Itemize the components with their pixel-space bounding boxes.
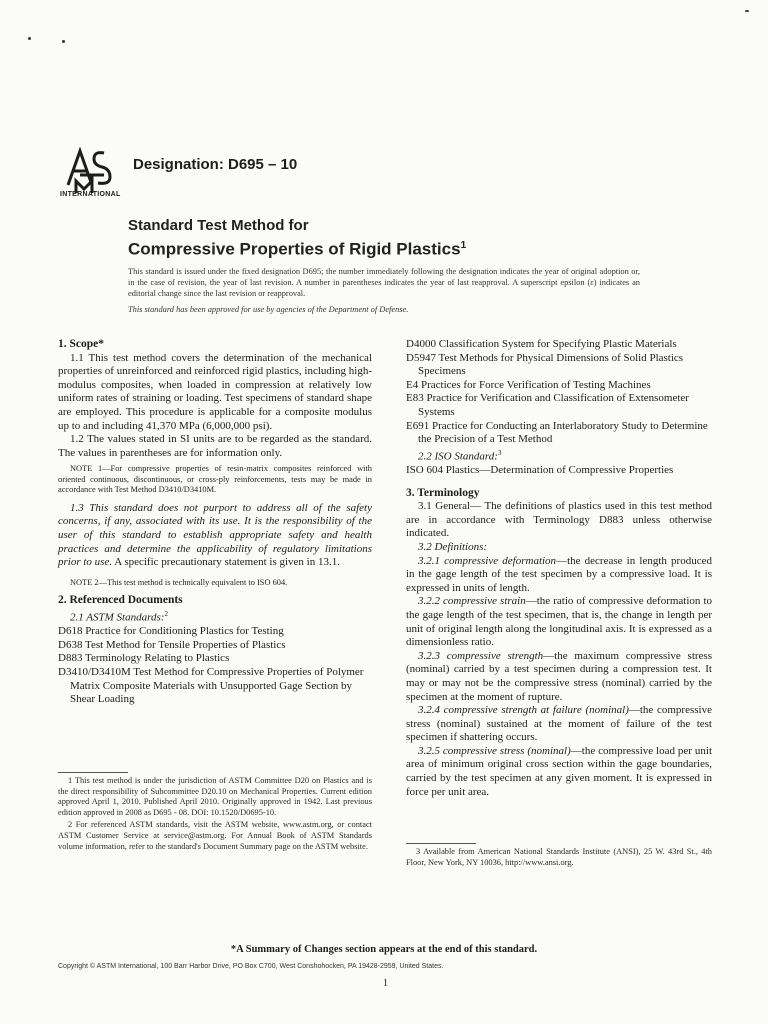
issuance-statement: This standard is issued under the fixed designation D695; the number immediately following the designation indicates the year of original adoption or, in the case of revision, the year of last revision. A number in parentheses indicates the year of last reapproval. A superscript epsilon (ε) indicates an editorial change since the last revision or reapproval. (128, 267, 640, 298)
title-text: Compressive Properties of Rigid Plastics (128, 239, 461, 259)
footnote-2: 2 For referenced ASTM standards, visit the ASTM website, www.astm.org, or contact ASTM Customer Service at service@astm.org. For Annual Book of ASTM Standards volume information, refer to the standard's Document Summary page on the ASTM website. (58, 820, 372, 851)
note-1: NOTE 1—For compressive properties of resin-matrix composites reinforced with oriented continuous, discontinuous, or cross-ply reinforcements, tests may be made in accordance with Test Method D3410/D3410M. (58, 464, 372, 495)
definition-text: —the ratio of compressive deformation to the gage length of the test specimen, that is, the change in length per unit of original length along the longitudinal axis. It is expressed as a dimensionless ratio. (406, 595, 713, 649)
reference-item: E83 Practice for Verification and Classification of Extensometer Systems (406, 392, 689, 418)
reference-item: D3410/D3410M Test Method for Compressive Properties of Polymer Matrix Composite Materials with Unsupported Gage Section by Shear Loading (58, 665, 364, 706)
iso-standard-text: 2.2 ISO Standard: (418, 450, 498, 463)
copyright-line: Copyright © ASTM International, 100 Barr Harbor Drive, PO Box C700, West Conshohocken, PA 19428-2959, United States. (58, 963, 444, 970)
definition-3-2-5 (406, 745, 712, 799)
definition-text: —the compressive load per unit area of minimum original cross section within the gage boundaries, carried by the test specimen at any given moment. It is expressed in force per unit area. (406, 744, 712, 798)
left-column (58, 338, 372, 707)
footnote-rule-right (406, 843, 476, 844)
logo-subtitle: INTERNATIONAL (60, 191, 121, 198)
approval-statement: This standard has been approved for use by agencies of the Department of Defense. (128, 305, 409, 314)
reference-item: D883 Terminology Relating to Plastics (58, 652, 230, 665)
paragraph-3-1: 3.1 General— The definitions of plastics used in this test method are in accordance with Terminology D883 unless otherwise indicated. (406, 500, 712, 540)
document-title (128, 216, 466, 260)
section-heading-scope: 1. Scope* (58, 338, 104, 350)
designation: Designation: D695 – 10 (133, 156, 298, 173)
definition-3-2-1 (406, 555, 712, 596)
definition-term: 3.2.2 compressive strain (418, 595, 526, 608)
definition-3-2-2 (406, 595, 712, 649)
astm-standards-sup: 2 (164, 609, 168, 618)
definition-3-2-3 (406, 650, 712, 704)
section-heading-terminology: 3. Terminology (406, 486, 480, 499)
title-line-2 (128, 235, 466, 260)
footnote-3: 3 Available from American National Standards Institute (ANSI), 25 W. 43rd St., 4th Floor, New York, NY 10036, http://www.ansi.org. (406, 847, 712, 867)
precaution-ref: A specific precautionary statement is given in 13.1. (112, 556, 340, 569)
iso-standard-label (406, 447, 712, 464)
page-number: 1 (383, 978, 388, 989)
footnotes-left (58, 776, 372, 854)
paragraph-1-1: 1.1 This test method covers the determination of the mechanical properties of unreinforced and reinforced rigid plastics, including high-modulus composites, when loaded in compression at relatively low uniform rates of straining or loading. Test specimens of standard shape are employed. This procedure is applicable for a composite modulus up to and including 41,370 MPa (6,000,000 psi). (58, 351, 372, 432)
paragraph-1-2: 1.2 The values stated in SI units are to be regarded as the standard. The values in parentheses are for information only. (58, 433, 372, 459)
note-2: NOTE 2—This test method is technically equivalent to ISO 604. (70, 577, 288, 587)
right-column (406, 338, 712, 799)
scan-speck (62, 40, 65, 43)
definition-term: 3.2.3 compressive strength (418, 649, 544, 662)
title-line-1: Standard Test Method for (128, 217, 309, 234)
reference-item: E4 Practices for Force Verification of Testing Machines (406, 378, 651, 391)
definition-text: —the compressive stress (nominal) sustained at the moment of failure of the test specimen if shattering occurs. (406, 704, 712, 744)
footnote-rule-left (58, 772, 128, 773)
paragraph-1-3 (58, 502, 372, 570)
title-footnote-mark: 1 (460, 240, 467, 251)
definition-term: 3.2.4 compressive strength at failure (nominal) (418, 704, 629, 717)
astm-standards-text: 2.1 ASTM Standards: (70, 611, 165, 624)
section-heading-referenced-documents: 2. Referenced Documents (58, 594, 183, 607)
astm-standards-label (58, 608, 372, 625)
definition-text: —the decrease in length produced in the gage length of the test specimen by a compressive load. It is expressed in units of length. (406, 554, 712, 594)
definition-term: 3.2.1 compressive deformation (418, 554, 557, 567)
scan-speck (745, 10, 749, 12)
reference-item: D4000 Classification System for Specifying Plastic Materials (406, 338, 677, 350)
safety-caveat: 1.3 This standard does not purport to address all of the safety concerns, if any, associated with its use. It is the responsibility of the user of this standard to establish appropriate safety and health practices and determine the applicability of regulatory limitations prior to use. (58, 501, 372, 569)
paragraph-3-2: 3.2 Definitions: (418, 540, 488, 553)
reference-item: E691 Practice for Conducting an Interlaboratory Study to Determine the Precision of a Test Method (406, 419, 708, 446)
spacer (406, 478, 712, 487)
reference-item: D5947 Test Methods for Physical Dimensions of Solid Plastics Specimens (406, 351, 684, 378)
footnote-1: 1 This test method is under the jurisdiction of ASTM Committee D20 on Plastics and is the direct responsibility of Subcommittee D20.10 on Mechanical Properties. Current edition approved April 1, 2010. Published April 2010. Originally approved in 1942. Last previous edition approved in 2008 as D695 - 08. DOI: 10.1520/D0695-10. (58, 776, 372, 817)
definition-term: 3.2.5 compressive stress (nominal) (418, 744, 571, 757)
reference-item: D638 Test Method for Tensile Properties of Plastics (58, 638, 286, 651)
iso-standard-sup: 3 (497, 448, 502, 457)
definition-3-2-4 (406, 704, 712, 745)
definition-text: —the maximum compressive stress (nominal) carried by a test specimen during a compression test. It may or may not be the compressive stress (nominal) carried by the specimen at the moment of rupture. (406, 649, 712, 703)
reference-item: ISO 604 Plastics—Determination of Compressive Properties (406, 464, 674, 476)
summary-of-changes-note: *A Summary of Changes section appears at the end of this standard. (230, 944, 538, 955)
reference-item: D618 Practice for Conditioning Plastics for Testing (58, 625, 284, 638)
footnotes-right (406, 847, 712, 870)
scan-speck (28, 37, 31, 40)
